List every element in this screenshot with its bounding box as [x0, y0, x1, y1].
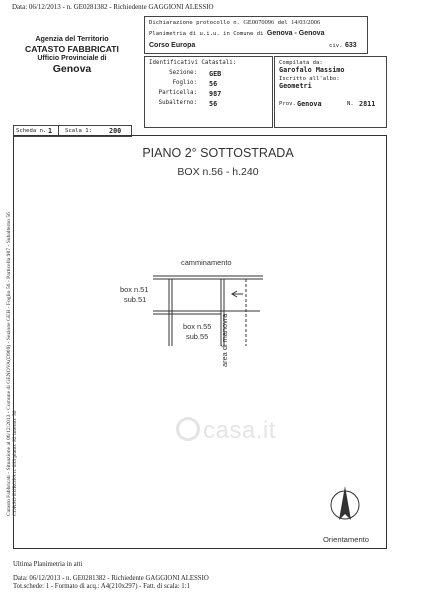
scheda-value: 1	[48, 127, 53, 135]
side-text-line1: Catasto Fabbricati - Situazione al 06/12/2013 - Comune di GENOVA(D969) - Sezione GEB - Foglio 56 - Particella 987 - Subalterno 56	[6, 212, 12, 516]
n-value: 2811	[359, 100, 376, 108]
comune-value: Genova - Genova	[266, 30, 325, 37]
compiler-name: Garofalo Massimo	[279, 66, 345, 74]
scheda-label: Scheda n.	[16, 128, 47, 134]
plan-comune-label: Planimetria di u.i.u. in Comune di	[149, 31, 264, 37]
footer-last-plan: Ultima Planimetria in atti	[13, 561, 83, 568]
subalterno-value: 56	[209, 100, 218, 108]
n-label: N.	[347, 101, 354, 107]
prov-label: Prov.	[279, 101, 296, 107]
office-city: Genova	[52, 63, 92, 75]
sub55-label: sub.55	[186, 332, 209, 341]
north-arrow-icon	[331, 486, 359, 520]
albo-value: Geometri	[279, 82, 312, 90]
scala-value: 200	[109, 127, 122, 135]
plan-title: PIANO 2° SOTTOSTRADA	[142, 146, 294, 160]
registry-name: CATASTO FABBRICATI	[25, 44, 119, 54]
protocol-label: Dichiarazione protocollo n.	[149, 20, 240, 26]
foglio-value: 56	[209, 80, 218, 88]
plan-subtitle: BOX n.56 - h.240	[177, 166, 259, 178]
cadastral-title: Identificativi Catastali:	[149, 60, 237, 66]
corridor-label: camminamento	[181, 258, 232, 267]
office-label: Ufficio Provinciale di	[37, 55, 107, 62]
civ-label: civ.	[329, 43, 343, 49]
footer-tot-line: Tot.schede: 1 - Formato di acq.: A4(210x297) - Fatt. di scala: 1:1	[13, 583, 190, 590]
header-request-line: Data: 06/12/2013 - n. GE0281382 - Richiedente GAGGIONI ALESSIO	[12, 3, 214, 11]
orientation-label: Orientamento	[323, 535, 370, 544]
civ-value: 633	[345, 42, 357, 49]
footer-data-line: Data: 06/12/2013 - n. GE0281382 - Richiedente GAGGIONI ALESSIO	[13, 575, 209, 582]
foglio-label: Foglio:	[172, 80, 197, 86]
sezione-value: GEB	[209, 70, 222, 78]
box51-label: box n.51	[120, 285, 149, 294]
compiler-label: Compilata da:	[279, 60, 323, 66]
sezione-label: Sezione:	[169, 70, 197, 76]
particella-label: Particella:	[158, 90, 197, 96]
protocol-date: 14/03/2006	[291, 19, 321, 26]
sub51-label: sub.51	[124, 295, 147, 304]
subalterno-label: Subalterno:	[158, 100, 197, 106]
box55-label: box n.55	[183, 322, 212, 331]
protocol-number: GE0070096	[243, 19, 275, 26]
manoeuvre-area-text: area di manovra	[220, 313, 229, 367]
protocol-date-label: del	[277, 20, 288, 26]
particella-value: 987	[209, 90, 222, 98]
albo-label: Iscritto all'albo:	[279, 76, 340, 82]
side-text-line2: CORSO EUROPA n. 633 piano: S2 interno: 56	[12, 410, 18, 516]
scala-label: Scala 1:	[65, 128, 92, 134]
watermark-text: casa.it	[203, 417, 276, 444]
prov-value: Genova	[297, 100, 322, 108]
agency-name: Agenzia del Territorio	[35, 34, 109, 43]
address-value: Corso Europa	[149, 42, 196, 49]
